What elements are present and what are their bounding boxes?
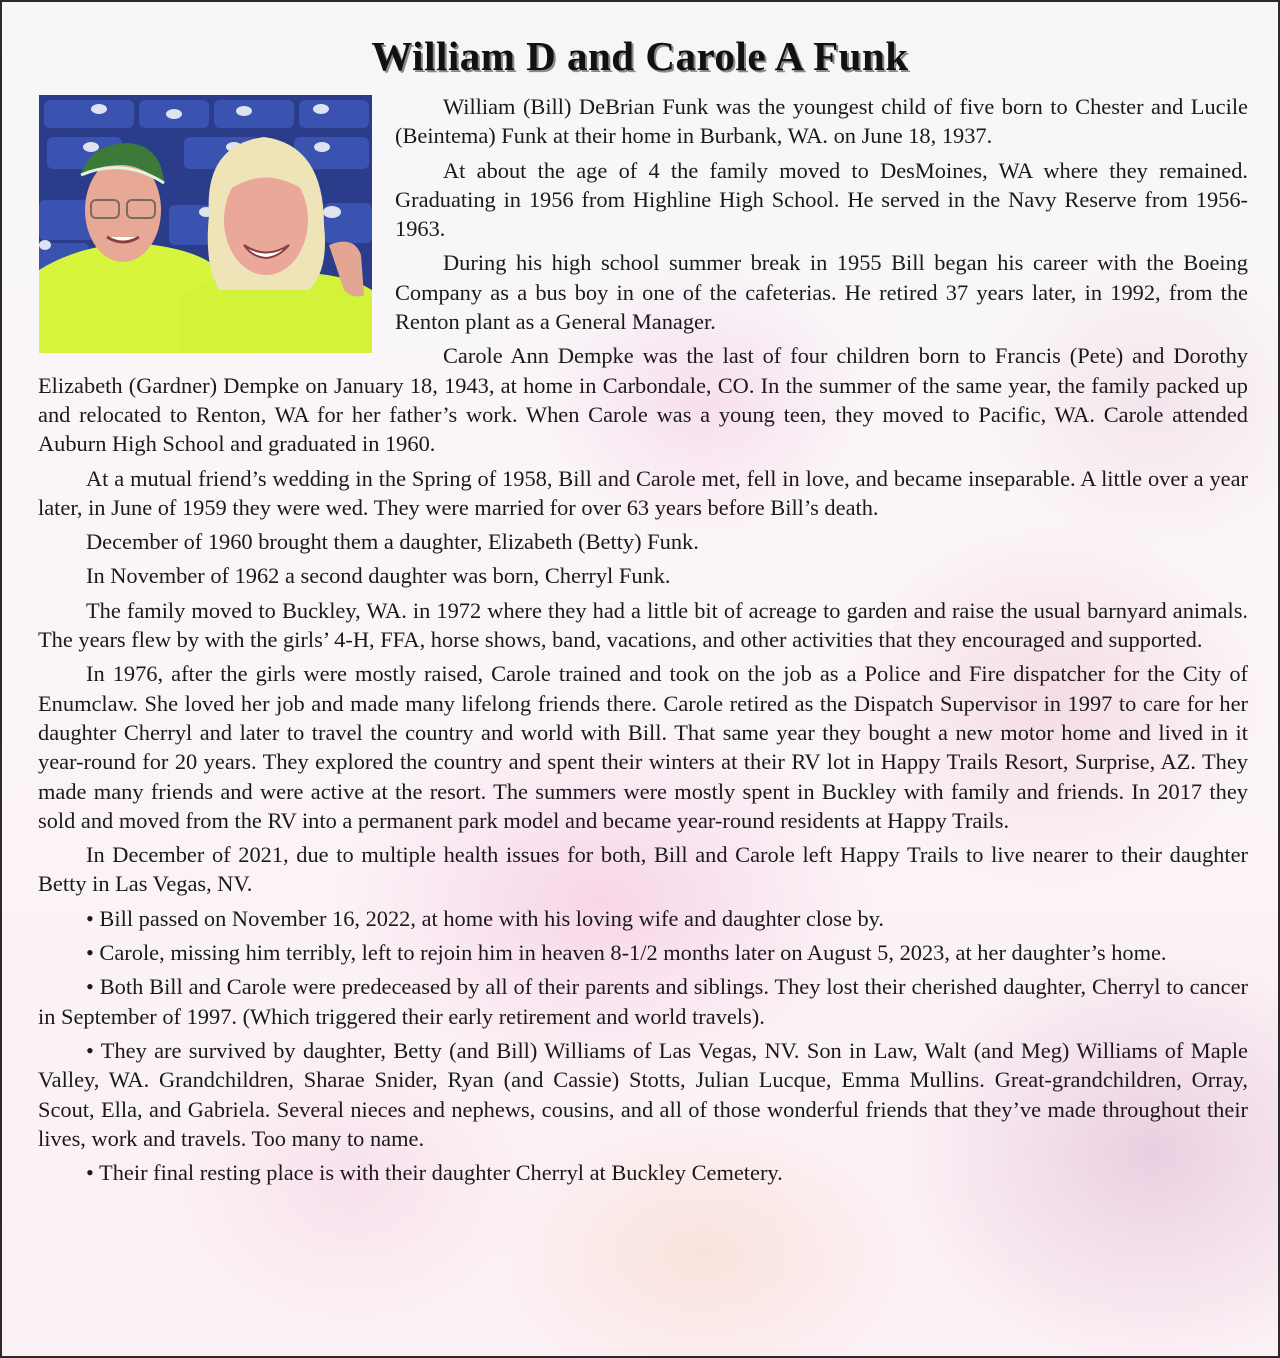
bullet-predeceased: • Both Bill and Carole were predeceased by all of their parents and siblings. They lost their cherished daughter, Cherryl to cancer in September of 1997. (Which triggered their early retirement and world travels). [38, 974, 1248, 1029]
paragraph-boeing-career: During his high school summer break in 1955 Bill began his career with the Boeing Company as a bus boy in one of the cafeterias. He retired 37 years later, in 1992, from the Renton plant as a General Manager. [395, 250, 1248, 335]
bullet-resting-place: • Their final resting place is with their daughter Cherryl at Buckley Cemetery. [86, 1160, 783, 1186]
photo-wrap-spacer [38, 92, 395, 354]
paragraph-daughter-betty: December of 1960 brought them a daughter, Elizabeth (Betty) Funk. [86, 529, 699, 555]
bullet-bill-passing: • Bill passed on November 16, 2022, at home with his loving wife and daughter close by. [86, 905, 885, 931]
paragraph-dispatcher-career: In 1976, after the girls were mostly raised, Carole trained and took on the job as a Police and Fire dispatcher for the City of Enumclaw. She loved her job and made many lifelong friends there. Carole retired as the Dispatch Supervisor in 1997 to care for her daughter Cherryl and later to travel the country and world with Bill. That same year they bought a new motor home and lived in it year-round for 20 years. They explored the country and spent their winters at their RV lot in Happy Trails Resort, Surprise, AZ. They made many friends and were active at the resort. The summers were mostly spent in Buckley with family and friends. In 2017 they sold and moved from the RV into a permanent park model and became year-round residents at Happy Trails. [38, 661, 1248, 833]
bullet-carole-passing: • Carole, missing him terribly, left to rejoin him in heaven 8-1/2 months later on August 5, 2023, at her daughter’s home. [86, 940, 1167, 966]
paragraph-birth-bill: William (Bill) DeBrian Funk was the youngest child of five born to Chester and Lucile (Beintema) Funk at their home in Burbank, WA. on June 18, 1937. [395, 94, 1248, 149]
paragraph-buckley: The family moved to Buckley, WA. in 1972 where they had a little bit of acreage to garden and raise the usual barnyard animals. The years flew by with the girls’ 4-H, FFA, horse shows, band, vacations, and other activities that they encouraged and supported. [38, 597, 1248, 653]
obituary-body [38, 92, 1248, 1192]
obituary-title: William D and Carole A Funk [371, 33, 909, 79]
paragraph-desmoines: At about the age of 4 the family moved to DesMoines, WA where they remained. Graduating in 1956 from Highline High School. He served in the Navy Reserve from 1956-1963. [395, 157, 1248, 242]
paragraph-marriage: At a mutual friend’s wedding in the Spring of 1958, Bill and Carole met, fell in love, and became inseparable. A little over a year later, in June of 1959 they were wed. They were married for over 63 years before Bill’s death. [38, 465, 1248, 520]
paragraph-birth-carole: Carole Ann Dempke was the last of four children born to Francis (Pete) and Dorothy Elizabeth (Gardner) Dempke on January 18, 1943, at home in Carbondale, CO. In the summer of the same year, the family packed up and relocated to Renton, WA for her father’s work. When Carole was a young teen, they moved to Pacific, WA. Carole attended Auburn High School and graduated in 1960. [38, 343, 1248, 457]
paragraph-daughter-cherryl: In November of 1962 a second daughter was born, Cherryl Funk. [86, 563, 671, 589]
paragraph-las-vegas: In December of 2021, due to multiple health issues for both, Bill and Carole left Happy Trails to live nearer to their daughter Betty in Las Vegas, NV. [38, 842, 1248, 897]
bullet-survived-by: • They are survived by daughter, Betty (and Bill) Williams of Las Vegas, NV. Son in Law, Walt (and Meg) Williams of Maple Valley, WA. Grandchildren, Sharae Snider, Ryan (and Cassie) Stotts, Julian Lucque, Emma Mullins. Great-grandchildren, Orray, Scout, Ella, and Gabriela. Several nieces and nephews, cousins, and all of those wonderful friends that they’ve made throughout their lives, work and travels. Too many to name. [38, 1037, 1248, 1151]
